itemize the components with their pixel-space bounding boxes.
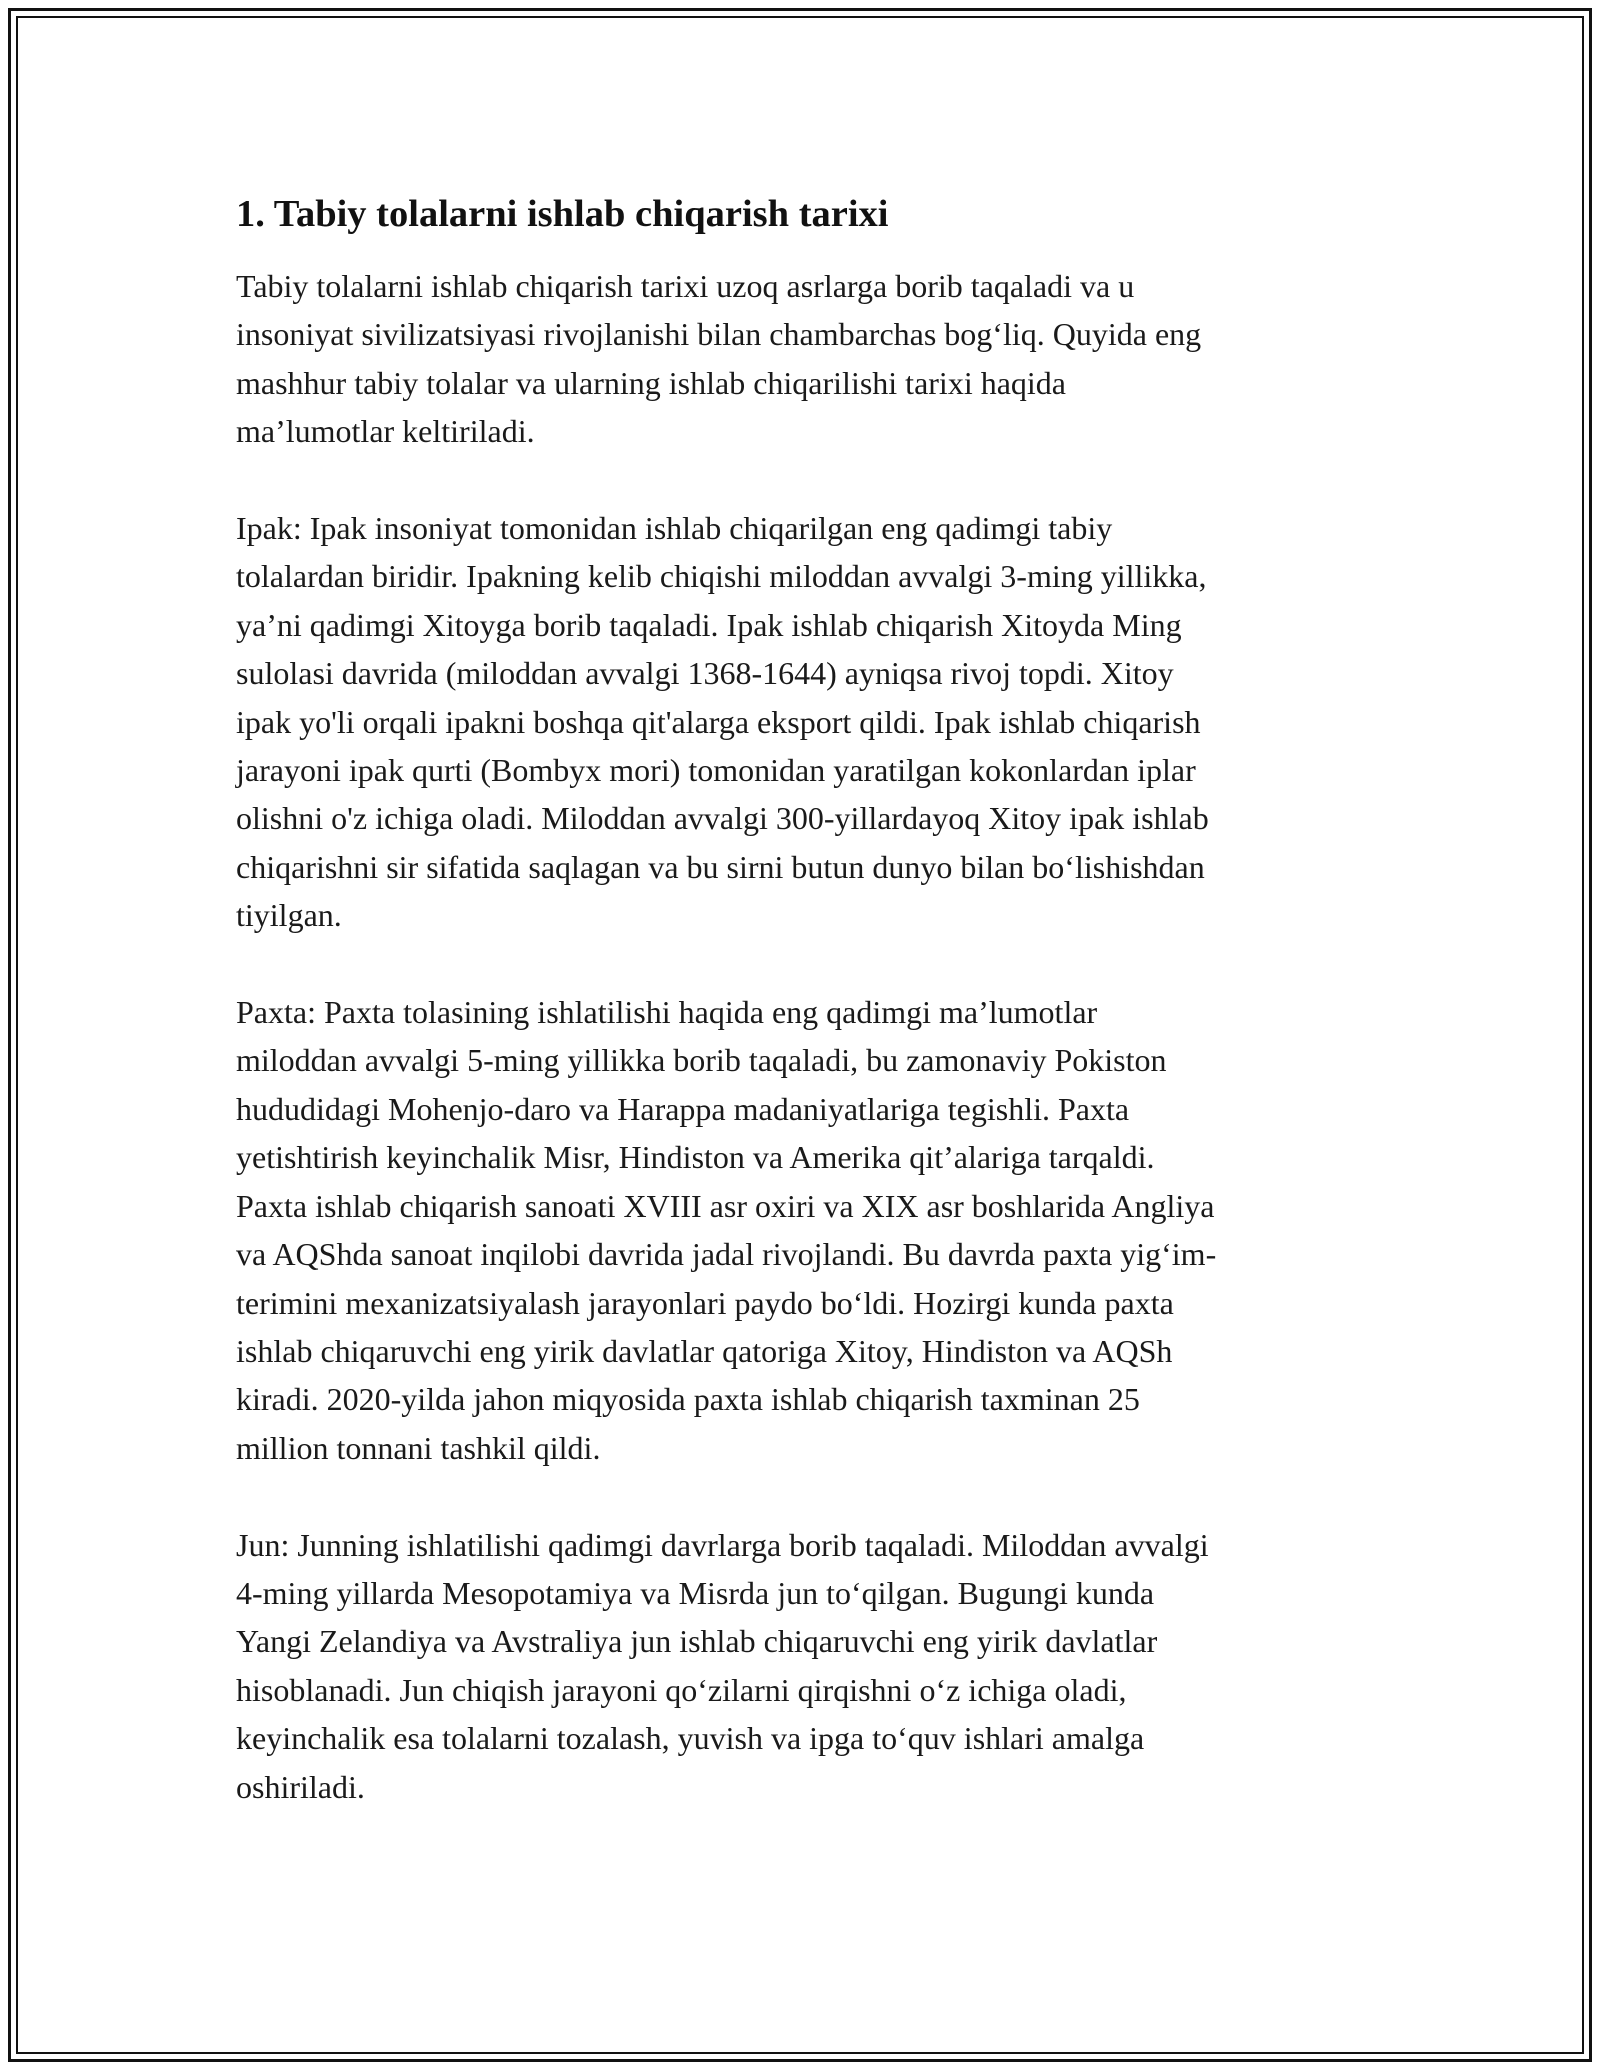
paragraph-intro <box>236 262 1366 456</box>
text-line: Paxta: Paxta tolasining ishlatilishi haqida eng qadimgi ma’lumotlar <box>236 994 1098 1031</box>
text-line: Jun: Junning ishlatilishi qadimgi davrlarga borib taqaladi. Miloddan avvalgi <box>236 1526 1209 1563</box>
text-line: Yangi Zelandiya va Avstraliya jun ishlab chiqaruvchi eng yirik davlatlar <box>236 1623 1158 1660</box>
text-line: insoniyat sivilizatsiyasi rivojlanishi bilan chambarchas bog‘liq. Quyida eng <box>236 316 1202 353</box>
text-line: sulolasi davrida (miloddan avvalgi 1368-1644) ayniqsa rivoj topdi. Xitoy <box>236 655 1174 692</box>
text-line: chiqarishni sir sifatida saqlagan va bu sirni butun dunyo bilan bo‘lishishdan <box>236 848 1205 885</box>
text-line: terimini mexanizatsiyalash jarayonlari paydo bo‘ldi. Hozirgi kunda paxta <box>236 1284 1174 1321</box>
text-line: hududidagi Mohenjo-daro va Harappa madaniyatlariga tegishli. Paxta <box>236 1090 1130 1127</box>
text-line: miloddan avvalgi 5-ming yillikka borib taqaladi, bu zamonaviy Pokiston <box>236 1042 1167 1079</box>
text-line: tiyilgan. <box>236 897 342 934</box>
paragraph-paxta <box>236 988 1366 1472</box>
text-line: oshiriladi. <box>236 1768 365 1805</box>
text-line: ma’lumotlar keltiriladi. <box>236 413 535 450</box>
section-heading: 1. Tabiy tolalarni ishlab chiqarish tarixi <box>236 193 889 235</box>
text-line: yetishtirish keyinchalik Misr, Hindiston va Amerika qit’alariga tarqaldi. <box>236 1139 1155 1176</box>
text-line: 4-ming yillarda Mesopotamiya va Misrda jun to‘qilgan. Bugungi kunda <box>236 1574 1155 1611</box>
text-line: va AQShda sanoat inqilobi davrida jadal rivojlandi. Bu davrda paxta yig‘im- <box>236 1236 1217 1273</box>
paragraph-ipak <box>236 504 1366 940</box>
text-line: ipak yo'li orqali ipakni boshqa qit'alarga eksport qildi. Ipak ishlab chiqarish <box>236 703 1201 740</box>
text-line: mashhur tabiy tolalar va ularning ishlab chiqarilishi tarixi haqida <box>236 364 1066 401</box>
text-line: olishni o'z ichiga oladi. Miloddan avvalgi 300-yillardayoq Xitoy ipak ishlab <box>236 800 1209 837</box>
text-line: jarayoni ipak qurti (Bombyx mori) tomonidan yaratilgan kokonlardan iplar <box>236 752 1196 789</box>
text-line: Tabiy tolalarni ishlab chiqarish tarixi uzoq asrlarga borib taqaladi va u <box>236 268 1135 304</box>
paragraph-jun <box>236 1521 1366 1811</box>
text-line: ishlab chiqaruvchi eng yirik davlatlar qatoriga Xitoy, Hindiston va AQSh <box>236 1332 1173 1369</box>
text-line: tolalardan biridir. Ipakning kelib chiqishi miloddan avvalgi 3-ming yillikka, <box>236 558 1207 595</box>
text-line: Ipak: Ipak insoniyat tomonidan ishlab chiqarilgan eng qadimgi tabiy <box>236 510 1113 547</box>
text-line: ya’ni qadimgi Xitoyga borib taqaladi. Ipak ishlab chiqarish Xitoyda Ming <box>236 606 1182 643</box>
text-line: Paxta ishlab chiqarish sanoati XVIII asr oxiri va XIX asr boshlarida Angliya <box>236 1187 1215 1224</box>
text-line: keyinchalik esa tolalarni tozalash, yuvish va ipga to‘quv ishlari amalga <box>236 1720 1145 1757</box>
document-body <box>236 186 1366 1859</box>
text-line: kiradi. 2020-yilda jahon miqyosida paxta ishlab chiqarish taxminan 25 <box>236 1381 1140 1418</box>
text-line: hisoblanadi. Jun chiqish jarayoni qo‘zilarni qirqishni o‘z ichiga oladi, <box>236 1671 1127 1708</box>
text-line: million tonnani tashkil qildi. <box>236 1429 601 1466</box>
